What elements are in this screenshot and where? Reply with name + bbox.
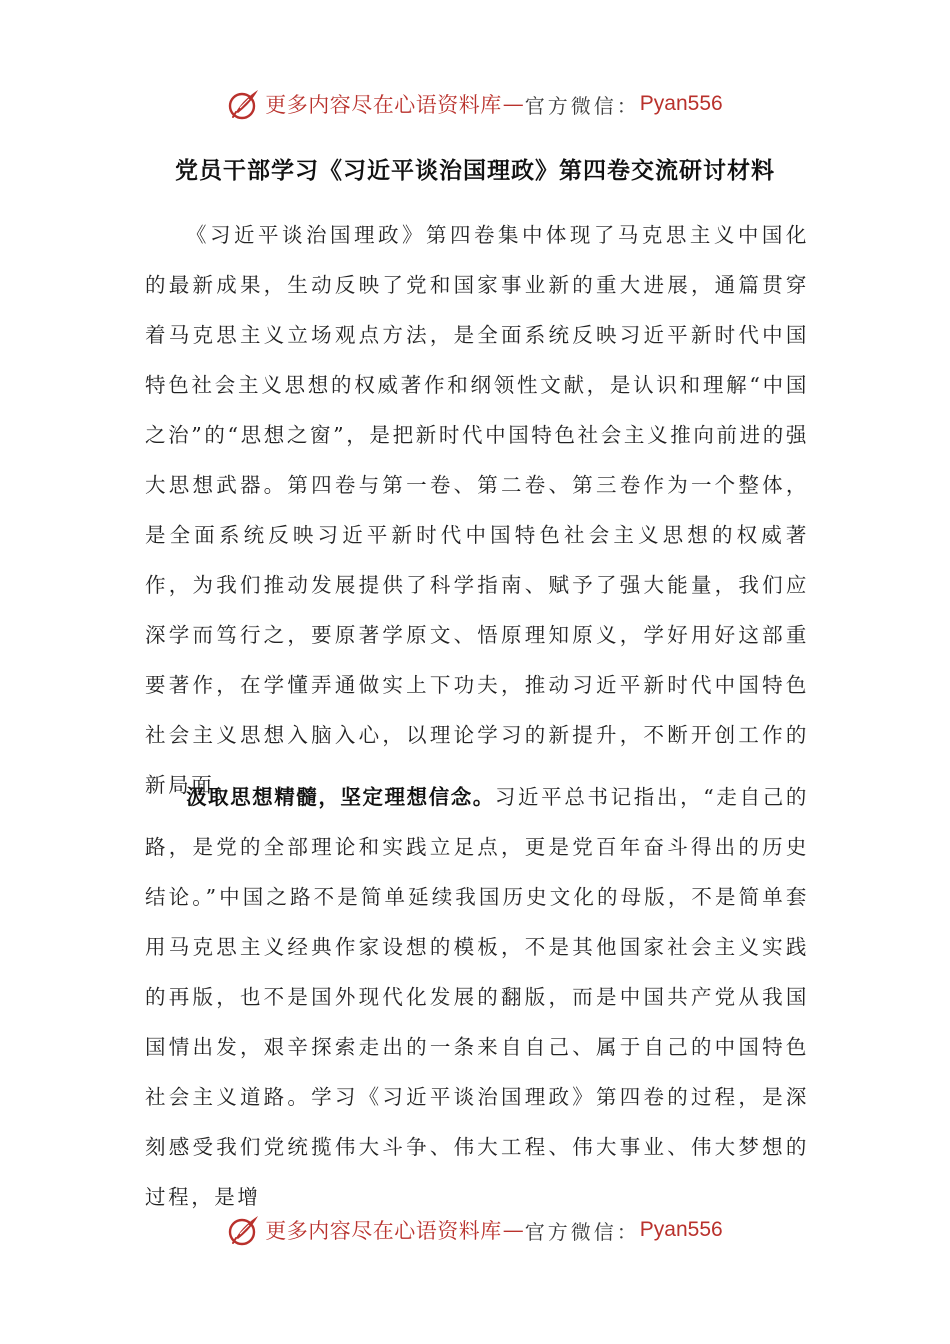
section-heading-inline: 汲取思想精髓，坚定理想信念。	[186, 785, 495, 809]
banner-brand-text: 更多内容尽在心语资料库	[265, 1219, 502, 1243]
banner-wechat-label: 官方微信：	[524, 1219, 640, 1244]
quill-pen-logo-icon	[227, 1213, 261, 1247]
banner-wechat-id: Pyan556	[639, 92, 723, 115]
quill-pen-logo-icon	[227, 87, 261, 121]
paragraph-text: 习近平总书记指出，“走自己的路，是党的全部理论和实践立足点，更是党百年奋斗得出的历史结论。”中国之路不是简单延续我国历史文化的母版，不是简单套用马克思主义经典作家设想的模板，不是其他国家社会主义实践的再版，也不是国外现代化发展的翻版，而是中国共产党从我国国情出发，艰辛探索走出的一条来自自己、属于自己的中国特色社会主义道路。学习《习近平谈治国理政》第四卷的过程，是深刻感受我们党统揽伟大斗争、伟大工程、伟大事业、伟大梦想的过程，是增	[145, 785, 809, 1209]
footer-banner	[0, 1208, 950, 1252]
banner-brand-text: 更多内容尽在心语资料库	[265, 93, 502, 117]
banner-wechat-label: 官方微信：	[524, 93, 640, 118]
banner-wechat-id: Pyan556	[639, 1218, 723, 1241]
banner-separator: —	[502, 92, 524, 116]
body-paragraph-intro	[145, 210, 809, 810]
body-paragraph-section-1	[145, 772, 809, 1222]
banner-separator: —	[502, 1218, 524, 1242]
paragraph-text: 《习近平谈治国理政》第四卷集中体现了马克思主义中国化的最新成果，生动反映了党和国家事业新的重大进展，通篇贯穿着马克思主义立场观点方法，是全面系统反映习近平新时代中国特色社会主义思想的权威著作和纲领性文献，是认识和理解“中国之治”的“思想之窗”，是把新时代中国特色社会主义推向前进的强大思想武器。第四卷与第一卷、第二卷、第三卷作为一个整体，是全面系统反映习近平新时代中国特色社会主义思想的权威著作，为我们推动发展提供了科学指南、赋予了强大能量，我们应深学而笃行之，要原著学原文、悟原理知原义，学好用好这部重要著作，在学懂弄通做实上下功夫，推动习近平新时代中国特色社会主义思想入脑入心，以理论学习的新提升，不断开创工作的新局面。	[145, 223, 809, 797]
document-title: 党员干部学习《习近平谈治国理政》第四卷交流研讨材料	[175, 158, 775, 184]
header-banner	[0, 82, 950, 126]
